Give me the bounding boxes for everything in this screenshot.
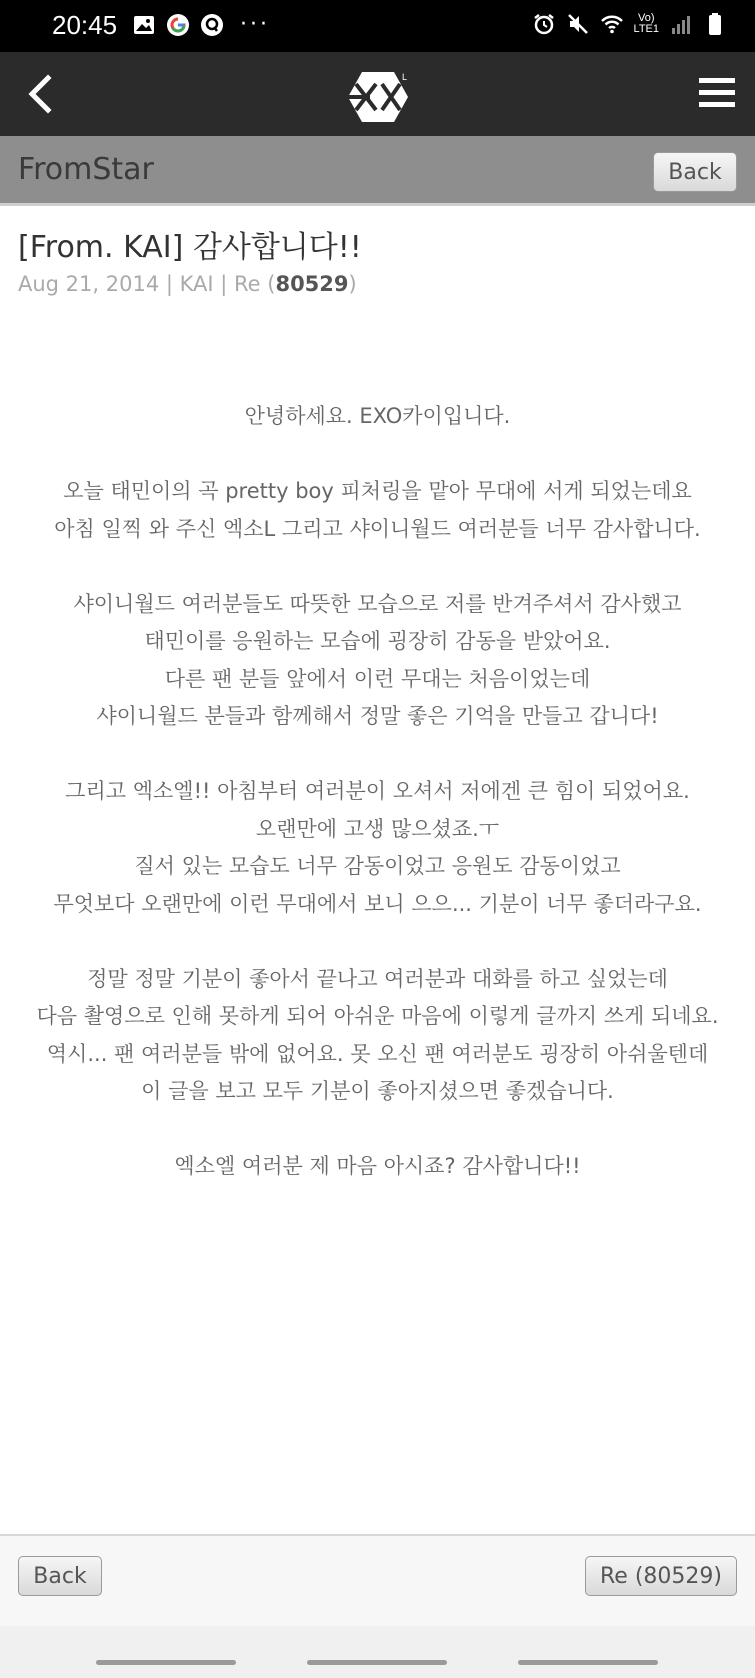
post-line: 샤이니월드 여러분들도 따뜻한 모습으로 저를 반겨주셔서 감사했고 xyxy=(73,591,682,616)
back-button-top[interactable]: Back xyxy=(653,152,737,192)
post-line: 역시... 팬 여러분들 밖에 없어요. 못 오신 팬 여러분도 굉장히 아쉬울텐데 xyxy=(46,1041,709,1066)
more-notifications-icon: ··· xyxy=(240,12,270,37)
post-line: 질서 있는 모습도 너무 감동이었고 응원도 감동이었고 xyxy=(134,854,621,878)
nav-home[interactable] xyxy=(307,1660,447,1665)
post-line: 아침 일찍 와 주신 엑소L 그리고 샤이니월드 여러분들 너무 감사합니다. xyxy=(54,516,701,541)
post-line: 안녕하세요. EXO카이입니다. xyxy=(244,404,511,428)
battery-icon xyxy=(703,12,727,36)
post-meta xyxy=(18,272,357,296)
post-title: [From. KAI] 감사합니다!! xyxy=(18,230,362,265)
nav-recent-apps[interactable] xyxy=(96,1660,236,1665)
logo-mark: L xyxy=(402,72,408,82)
signal-icon xyxy=(669,12,693,36)
mute-icon xyxy=(566,12,590,36)
app-header xyxy=(0,52,755,136)
status-time: 20:45 xyxy=(52,10,118,40)
q-icon xyxy=(200,13,224,37)
status-bar xyxy=(0,0,755,52)
alarm-icon xyxy=(532,12,556,36)
post-meta-prefix: Aug 21, 2014 | KAI | Re ( xyxy=(18,272,276,296)
post-line: 태민이를 응원하는 모습에 굉장히 감동을 받았어요. xyxy=(144,629,611,653)
nav-back[interactable] xyxy=(518,1660,658,1665)
post-line: 다음 촬영으로 인해 못하게 되어 아쉬운 마음에 이렇게 글까지 쓰게 되네요. xyxy=(36,1004,719,1028)
exo-logo-icon[interactable] xyxy=(346,70,410,124)
wifi-icon xyxy=(600,12,624,36)
post-line: 그리고 엑소엘!! 아침부터 여러분이 오셔서 저에겐 큰 힘이 되었어요. xyxy=(65,779,690,803)
post-line: 이 글을 보고 모두 기분이 좋아지셨으면 좋겠습니다. xyxy=(141,1079,614,1103)
status-left-icons xyxy=(132,13,270,37)
post-line: 오랜만에 고생 많으셨죠.ㅜ xyxy=(255,816,500,841)
footer-area xyxy=(0,1536,755,1626)
section-title: FromStar xyxy=(18,152,154,187)
google-icon xyxy=(166,13,190,37)
status-right-icons xyxy=(532,12,727,36)
image-icon xyxy=(132,13,156,37)
back-button-bottom[interactable]: Back xyxy=(18,1556,102,1596)
section-bar xyxy=(0,136,755,206)
post-line: 오늘 태민이의 곡 pretty boy 피처링을 맡아 무대에 서게 되었는데요 xyxy=(63,479,692,503)
reply-button[interactable]: Re (80529) xyxy=(585,1556,737,1596)
lte-icon: Vo) LTE1 xyxy=(633,12,659,35)
back-chevron-icon[interactable] xyxy=(22,72,58,116)
system-nav-bar xyxy=(0,1626,755,1678)
post-line: 정말 정말 기분이 좋아서 끝나고 여러분과 대화를 하고 싶었는데 xyxy=(87,966,668,991)
post-reply-count[interactable]: 80529 xyxy=(275,272,349,296)
lte-label: LTE1 xyxy=(633,23,659,35)
hamburger-menu-icon[interactable] xyxy=(699,76,735,110)
post-line: 샤이니월드 분들과 함께해서 정말 좋은 기억을 만들고 갑니다! xyxy=(96,704,659,728)
post-line: 무엇보다 오랜만에 이런 무대에서 보니 으으... 기분이 너무 좋더라구요. xyxy=(53,891,702,916)
post-body xyxy=(0,398,755,1186)
post-line: 엑소엘 여러분 제 마음 아시죠? 감사합니다!! xyxy=(174,1154,581,1178)
post-line: 다른 팬 분들 앞에서 이런 무대는 처음이었는데 xyxy=(164,666,591,691)
post-meta-suffix: ) xyxy=(348,272,357,296)
